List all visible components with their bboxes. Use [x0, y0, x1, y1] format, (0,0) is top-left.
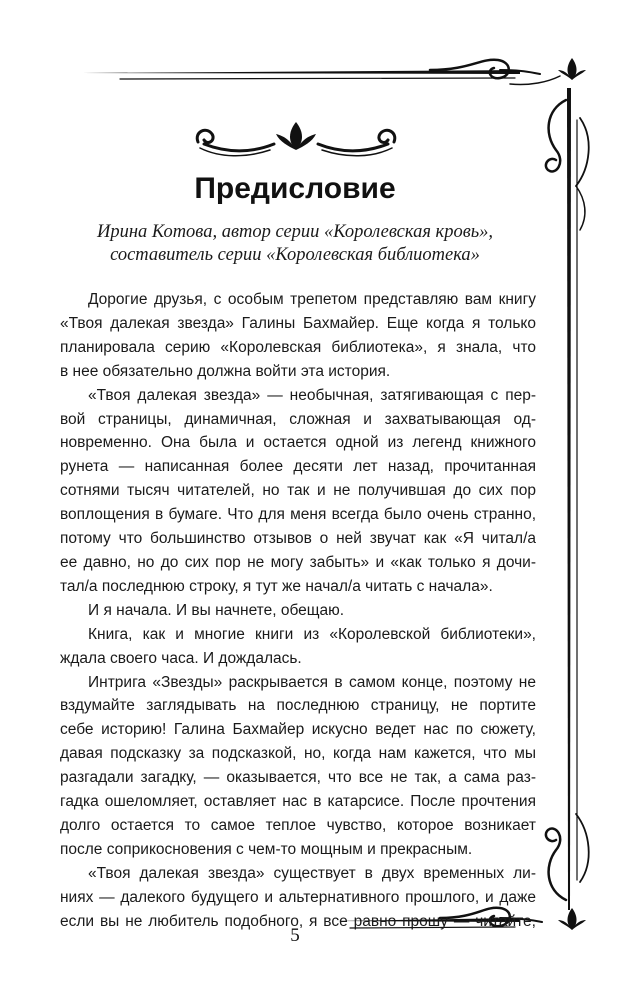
- text-line: если вы не любитель подобного, я все равно прошу — читайте,: [60, 912, 536, 930]
- text-line: Интрига «Звезды» раскрывается в самом конце, поэтому не: [88, 673, 536, 691]
- text-line: давая подсказку за подсказкой, но, когда нам кажется, что мы: [60, 745, 536, 763]
- text-line: новременно. Она была и остается одной из легенд книжного: [60, 434, 536, 452]
- paragraph-5: [60, 671, 536, 862]
- right-lower-flourish: [546, 829, 566, 900]
- text-line: после соприкосновения с чем-то мощным и прекрасным.: [60, 840, 473, 858]
- right-border-line: [567, 88, 571, 910]
- text-line: в нее обязательно должна войти эта история.: [60, 362, 391, 380]
- text-line: сотнями тысяч читателей, но так и не получившая до сих пор: [60, 482, 536, 500]
- page-title: Предисловие: [194, 172, 396, 205]
- text-line: Дорогие друзья, с особым трепетом представляю вам книгу: [88, 291, 536, 308]
- page-number: 5: [290, 925, 300, 946]
- top-right-flourish: [430, 60, 509, 78]
- text-line: «Твоя далекая звезда» существует в двух временных ли-: [88, 864, 536, 882]
- text-line: разгадали загадку, — оказывается, что все не так, а сама раз-: [60, 769, 536, 787]
- text-line: себе историю! Галина Бахмайер искусно ведет нас по сюжету,: [60, 721, 536, 739]
- text-line: «Твоя далекая звезда» Галины Бахмайер. Еще когда я только: [60, 314, 536, 332]
- paragraph-6: [60, 862, 536, 934]
- body-text: [60, 288, 536, 933]
- text-line: долго остается то самое теплое чувство, которое возникает: [60, 816, 536, 834]
- text-line: тал/а последнюю строку, я тут же начал/а читать с начала».: [60, 577, 493, 595]
- text-line: вой страницы, динамичная, сложная и захватывающая од-: [60, 410, 536, 428]
- right-upper-flourish: [546, 100, 566, 171]
- text-line: планировала серию «Королевская библиотека», я знала, что: [60, 338, 536, 356]
- text-line: ниях — далекого будущего и альтернативного прошлого, и даже: [60, 888, 536, 906]
- paragraph-1: [60, 288, 536, 384]
- text-line: ее давно, но до сих пор не могу забыть» и «как только я дочи-: [60, 553, 536, 571]
- text-line: вздумайте заглядывать на последнюю страницу, не портите: [60, 697, 536, 715]
- top-border-line: [82, 70, 520, 74]
- text-line: Книга, как и многие книги из «Королевской библиотеки»,: [88, 625, 536, 643]
- editor-line: составитель серии «Королевская библиотека»: [110, 245, 480, 265]
- text-line: воплощения в бумаге. Что для меня всегда было очень странно,: [60, 506, 536, 524]
- text-line: «Твоя далекая звезда» — необычная, затягивающая с пер-: [88, 386, 536, 404]
- text-line: гадка ошеломляет, оставляет нас в катарсисе. После прочтения: [60, 793, 536, 811]
- text-line: потому что большинство отзывов о ней звучат как «Я читал/а: [60, 530, 536, 548]
- paragraph-2: [60, 384, 536, 599]
- heading-ornament-icon: [190, 118, 402, 166]
- text-line: ждала своего часа. И дождалась.: [60, 649, 302, 667]
- author-line: Ирина Котова, автор серии «Королевская кровь»,: [96, 222, 494, 242]
- paragraph-3: [60, 599, 536, 623]
- text-line: И я начала. И вы начнете, обещаю.: [88, 601, 345, 619]
- text-line: рунета — написанная более десяти лет назад, прочитанная: [60, 458, 536, 476]
- paragraph-4: [60, 623, 536, 671]
